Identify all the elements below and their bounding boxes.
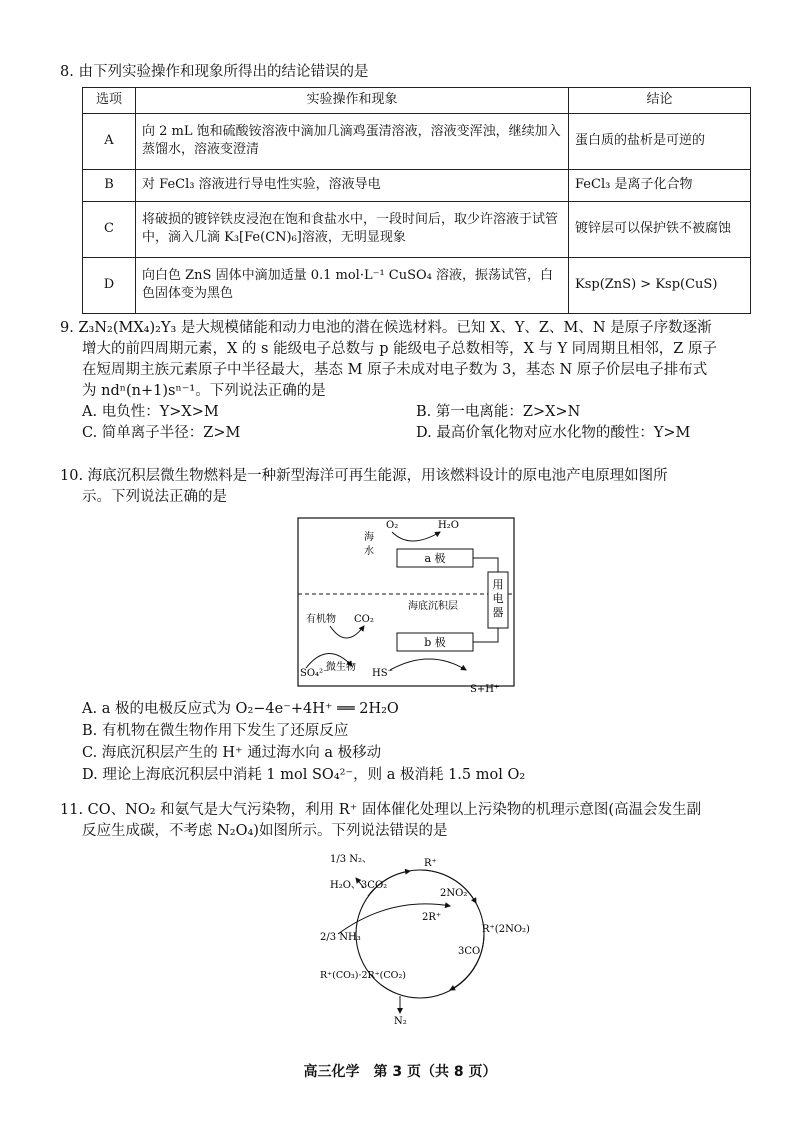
cycle-arrow (450, 934, 484, 990)
q10-options (60, 698, 750, 787)
table-header-row (83, 88, 751, 114)
o2-label: O₂ (386, 520, 399, 531)
page-footer: 高三化学 第 3 页（共 8 页） (303, 1064, 497, 1080)
q9-options-row (60, 402, 750, 423)
question-10 (60, 466, 750, 508)
option-c: C. 简单离子半径：Z>M (82, 425, 241, 442)
r-co3-label: R⁺(CO₃)·2R⁺(CO₂) (320, 970, 406, 981)
a-electrode-label: a 极 (424, 552, 446, 565)
row-option: D (83, 257, 136, 313)
header-conclusion: 结论 (569, 88, 751, 114)
container-box (298, 518, 514, 686)
h2o-co2-label: H₂O、3CO₂ (330, 880, 388, 891)
organic-label: 有机物 (306, 614, 336, 625)
sediment-label: 海底沉积层 (408, 601, 458, 612)
option-b: B. 第一电离能：Z>X>N (416, 404, 581, 421)
fuel-cell-diagram (280, 510, 550, 695)
row-conclusion: 镀锌层可以保护铁不被腐蚀 (569, 201, 751, 257)
microbe-label: 微生物 (326, 662, 356, 673)
co2-label: CO₂ (354, 614, 374, 625)
r-2no2-label: R⁺(2NO₂) (482, 924, 530, 935)
option-d: D. 最高价氧化物对应水化物的酸性：Y>M (416, 425, 691, 442)
row-option: B (83, 169, 136, 201)
device-char: 电 (492, 592, 504, 605)
nh3-label: 2/3 NH₃ (320, 932, 361, 943)
row-operation: 向 2 mL 饱和硫酸铵溶液中滴加几滴鸡蛋清溶液，溶液变浑浊，继续加入蒸馏水，溶液变澄清 (136, 113, 569, 169)
row-operation: 向白色 ZnS 固体中滴加适量 0.1 mol·L⁻¹ CuSO₄ 溶液，振荡试管，白色固体变为黑色 (136, 257, 569, 313)
device-char: 器 (492, 606, 504, 619)
question-11 (60, 800, 750, 842)
seawater-char: 海 (364, 532, 374, 543)
device-char: 用 (492, 578, 504, 591)
three-co-label: 3CO (458, 946, 481, 957)
option-a: A. a 极的电极反应式为 O₂−4e⁻+4H⁺ ══ 2H₂O (82, 701, 399, 717)
row-operation: 将破损的镀锌铁皮浸泡在饱和食盐水中，一段时间后，取少许溶液于试管中，滴入几滴 K₃[Fe(CN)₆]溶液，无明显现象 (136, 201, 569, 257)
question-8 (60, 62, 750, 314)
row-option: C (83, 201, 136, 257)
n2-third-label: 1/3 N₂、 (330, 854, 373, 865)
row-conclusion: 蛋白质的盐析是可逆的 (569, 113, 751, 169)
q11-line: 11. CO、NO₂ 和氨气是大气污染物，利用 R⁺ 固体催化处理以上污染物的机理示意图(高温会发生副 (60, 802, 702, 818)
h2o-label: H₂O (438, 520, 459, 531)
table-row (83, 257, 751, 313)
n2-label: N₂ (394, 1016, 407, 1027)
q10-line: 示。下列说法正确的是 (82, 489, 227, 506)
hs-to-s-arrow (390, 659, 466, 670)
organic-to-co2-arrow (330, 626, 364, 638)
q9-line: 为 ndⁿ(n+1)sⁿ⁻¹。下列说法正确的是 (82, 383, 326, 400)
question-9 (60, 318, 750, 444)
hs-label: HS⁻ (372, 668, 393, 679)
so4-label: SO₄²⁻ (300, 668, 329, 679)
q8-stem: 8. 由下列实验操作和现象所得出的结论错误的是 (60, 64, 369, 80)
row-operation: 对 FeCl₃ 溶液进行导电性实验，溶液导电 (136, 169, 569, 201)
row-option: A (83, 113, 136, 169)
seawater-char: 水 (364, 546, 374, 557)
q8-table (82, 87, 751, 314)
two-no2-label: 2NO₂ (440, 888, 468, 899)
header-operation: 实验操作和现象 (136, 88, 569, 114)
q9-options-row (60, 423, 750, 444)
header-option: 选项 (83, 88, 136, 114)
row-conclusion: Ksp(ZnS) > Ksp(CuS) (569, 257, 751, 313)
wire-a (473, 558, 498, 572)
two-r-plus-label: 2R⁺ (422, 912, 442, 923)
q9-line: 增大的前四周期元素，X 的 s 能级电子总数与 p 能级电子总数相等，X 与 Y 同周期且相邻，Z 原子 (82, 341, 717, 358)
table-row (83, 113, 751, 169)
catalytic-cycle-diagram (300, 848, 530, 1028)
wire-b (473, 628, 498, 642)
s-h-label: S+H⁺ (470, 684, 500, 695)
option-a: A. 电负性：Y>X>M (82, 404, 219, 421)
q9-line: 在短周期主族元素原子中半径最大，基态 M 原子未成对电子数为 3，基态 N 原子价层电子排布式 (82, 362, 708, 379)
r-plus-top-label: R⁺ (424, 858, 437, 869)
table-row (83, 169, 751, 201)
q9-line: 9. Z₃N₂(MX₄)₂Y₃ 是大规模储能和动力电池的潜在候选材料。已知 X、Y、Z、M、N 是原子序数逐渐 (60, 320, 712, 336)
option-b: B. 有机物在微生物作用下发生了还原反应 (82, 723, 349, 740)
row-conclusion: FeCl₃ 是离子化合物 (569, 169, 751, 201)
b-electrode-label: b 极 (424, 636, 446, 649)
o2-to-h2o-arrow (392, 532, 440, 541)
q11-line: 反应生成碳，不考虑 N₂O₄)如图所示。下列说法错误的是 (82, 823, 448, 840)
q10-line: 10. 海底沉积层微生物燃料是一种新型海洋可再生能源，用该燃料设计的原电池产电原理如图所 (60, 468, 668, 484)
option-c: C. 海底沉积层产生的 H⁺ 通过海水向 a 极移动 (82, 745, 382, 762)
option-d: D. 理论上海底沉积层中消耗 1 mol SO₄²⁻，则 a 极消耗 1.5 mol O₂ (82, 767, 526, 784)
table-row (83, 201, 751, 257)
